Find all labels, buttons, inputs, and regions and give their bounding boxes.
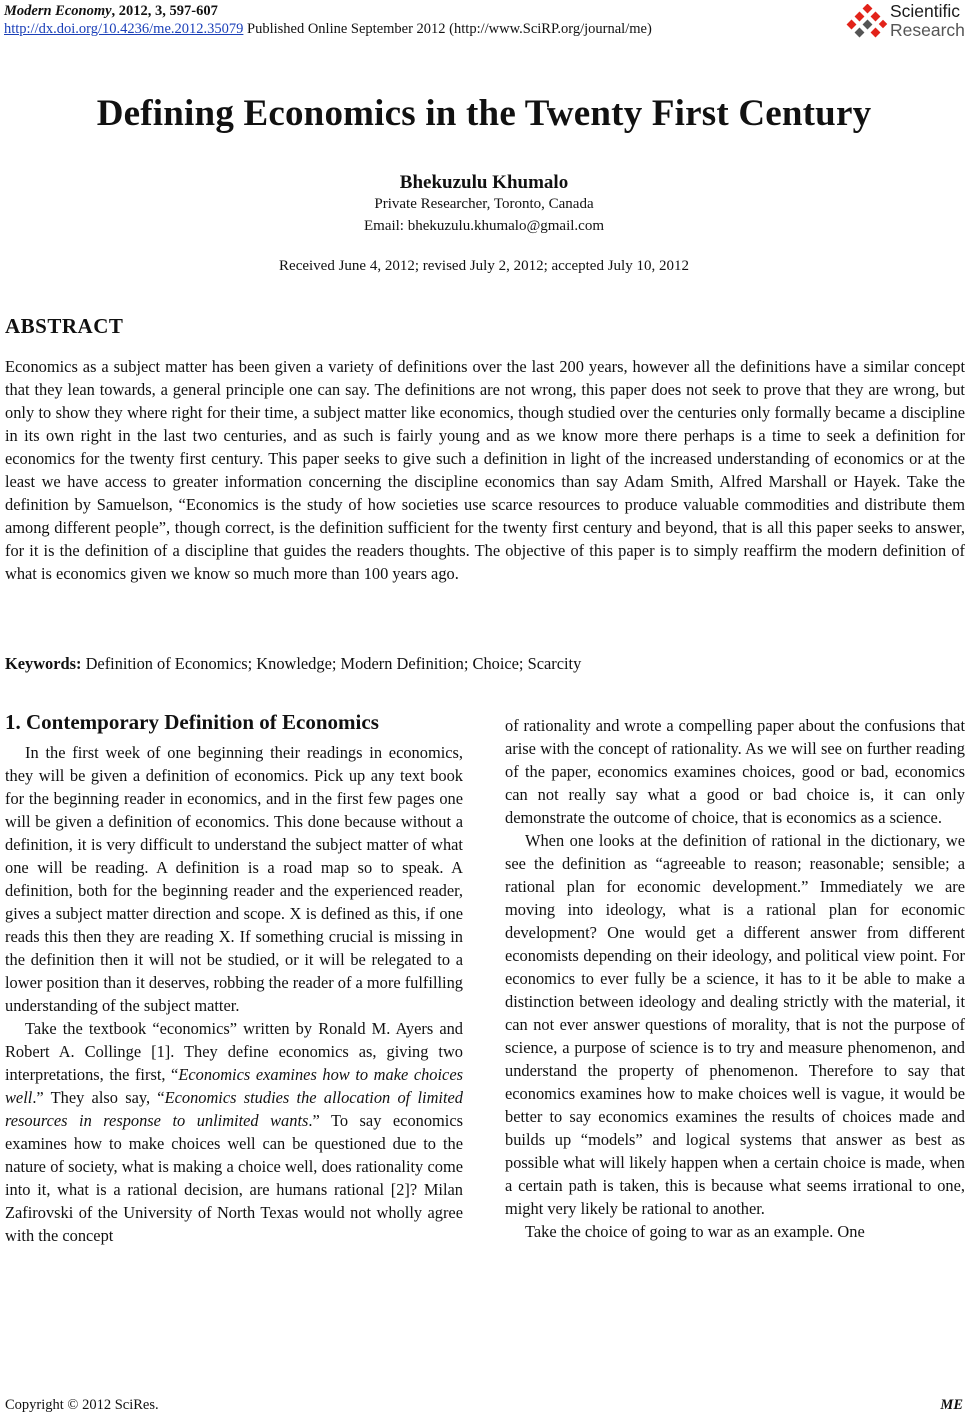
abstract-text: Economics as a subject matter has been given a variety of definitions over the last 200 years, however all the definitions have a similar concept that they lean towards, a general principle one can say. The definitions are not wrong, this paper does not seek to prove that they are wrong, but only to show they where right for their time, a subject matter like economics, though studied over the centuries only formally became a discipline in its own right in the last two centuries, and as such is fairly young and as we know more there perhaps is a time to seek a definition for economics for the twenty first century. This paper seeks to give such a definition in light of the increased understanding of economics or at the least we have access to greater information concerning the discipline economics than say Adam Smith, Alfred Marshall or Hayek. Take the definition by Samuelson, “Economics is the study of how societies use scarce resources to produce valuable commodities and distribute them among different people”, though correct, is the definition sufficient for the twenty first century and beyond, that is all this paper seeks to answer, for it is the definition of a discipline that guides the readers thoughts. The objective of this paper is to simply reaffirm the modern definition of what is economics given we know so much more than 100 years ago. bbox=[5, 357, 965, 583]
text-run: .” They also say, “ bbox=[32, 1088, 165, 1107]
journal-abbr: ME bbox=[940, 1397, 963, 1413]
paragraph: of rationality and wrote a compelling paper about the confusions that arise with the concept of rationality. As we will see on further reading of the paper, economics examines choices, good or bad, economics can not really say what a good or bad choice is, it can only demonstrate the outcome of choice, that is economics as a science. bbox=[505, 716, 965, 827]
journal-citation bbox=[4, 2, 652, 20]
publisher-logo bbox=[846, 2, 968, 42]
paragraph: Take the choice of going to war as an example. One bbox=[525, 1222, 865, 1241]
right-column bbox=[505, 714, 965, 1243]
running-header bbox=[4, 2, 652, 38]
keywords-label: Keywords: bbox=[5, 654, 82, 673]
copyright: Copyright © 2012 SciRes. bbox=[5, 1397, 159, 1413]
author-affiliation: Private Researcher, Toronto, Canada bbox=[374, 196, 594, 212]
received-dates: Received June 4, 2012; revised July 2, 2012; accepted July 10, 2012 bbox=[279, 258, 689, 274]
paragraph: In the first week of one beginning their readings in economics, they will be given a definition of economics. Pick up any text book for the beginning reader in economics, and in the first few pages one will be given a definition of economics. This done because without a definition, it is very difficult to understand the subject matter of what one will be reading. A definition is a road map so to speak. A definition, both for the beginning reader and the experienced reader, gives a subject matter direction and scope. X is defined as this, if one reads this then they are reading X. If something crucial is missing in the definition then it will not be studied, or it will be relegated to a lower position than it deserves, robbing the reader of a more fulfilling understanding of the subject matter. bbox=[5, 743, 463, 1015]
left-column bbox=[5, 741, 463, 1247]
section-heading: 1. Contemporary Definition of Economics bbox=[5, 710, 379, 734]
author-email: Email: bhekuzulu.khumalo@gmail.com bbox=[363, 218, 604, 234]
published-text: Published Online September 2012 (http://www.SciRP.org/journal/me) bbox=[243, 21, 652, 37]
text-run: .” To say economics examines how to make choices well can be questioned due to the nature of society, what is making a choice well, does rationality come into it, what is a rational decision, are humans rational [2]? Milan Zafirovski of the University of North Texas would not wholly agree with the concept bbox=[5, 1111, 463, 1245]
logo-wordmark bbox=[890, 2, 965, 40]
author-name: Bhekuzulu Khumalo bbox=[399, 172, 569, 193]
text-run: Take the textbook “economics” written by Ronald M. Ayers and Robert A. Collinge [1]. They define economics as, giving two interpretations, the first, “ bbox=[5, 1019, 463, 1084]
paragraph: When one looks at the definition of rational in the dictionary, we see the definition as “agreeable to reason; reasonable; sensible; a rational plan for economic development.” Immediately we are moving into ideology, what is a rational plan for economic development? One would get a different answer from different economists depending on their ideology, and political view point. For economics to ever fully be a science, it has to it be able to make a distinction between ideology and dealing strictly with the material, it can not ever answer questions of morality, that is not the purpose of science, a purpose of science is to try and measure phenomenon, and understand the property of phenomenon. Therefore to say that economics examines how to make choices well is vague, it would be better to say economics examines the results of choices made and builds up “models” and logical systems that answer as best as possible what will likely happen when a certain choice is made, when a certain path is taken, this is because what seems irrational to one, might very likely be rational to another. bbox=[505, 831, 965, 1218]
journal-name: Modern Economy bbox=[4, 3, 112, 19]
abstract-heading: ABSTRACT bbox=[5, 314, 124, 338]
doi-link[interactable]: http://dx.doi.org/10.4236/me.2012.35079 bbox=[4, 21, 244, 37]
scientific-research-logo-icon bbox=[846, 4, 888, 40]
keywords-text: Definition of Economics; Knowledge; Modern Definition; Choice; Scarcity bbox=[81, 654, 582, 673]
logo-line2: Research bbox=[890, 20, 965, 40]
volume-info: , 2012, 3, 597-607 bbox=[111, 3, 218, 19]
logo-line1: Scientific bbox=[890, 1, 961, 21]
paragraph bbox=[5, 1017, 463, 1247]
keywords bbox=[5, 654, 581, 674]
italic-quote: Economics examines how to make choices well bbox=[5, 1065, 463, 1107]
paper-title: Defining Economics in the Twenty First Century bbox=[96, 93, 872, 134]
doi-line bbox=[4, 20, 652, 38]
page-footer bbox=[5, 1397, 963, 1414]
italic-quote: Economics studies the allocation of limited resources in response to unlimited wants bbox=[5, 1088, 463, 1130]
